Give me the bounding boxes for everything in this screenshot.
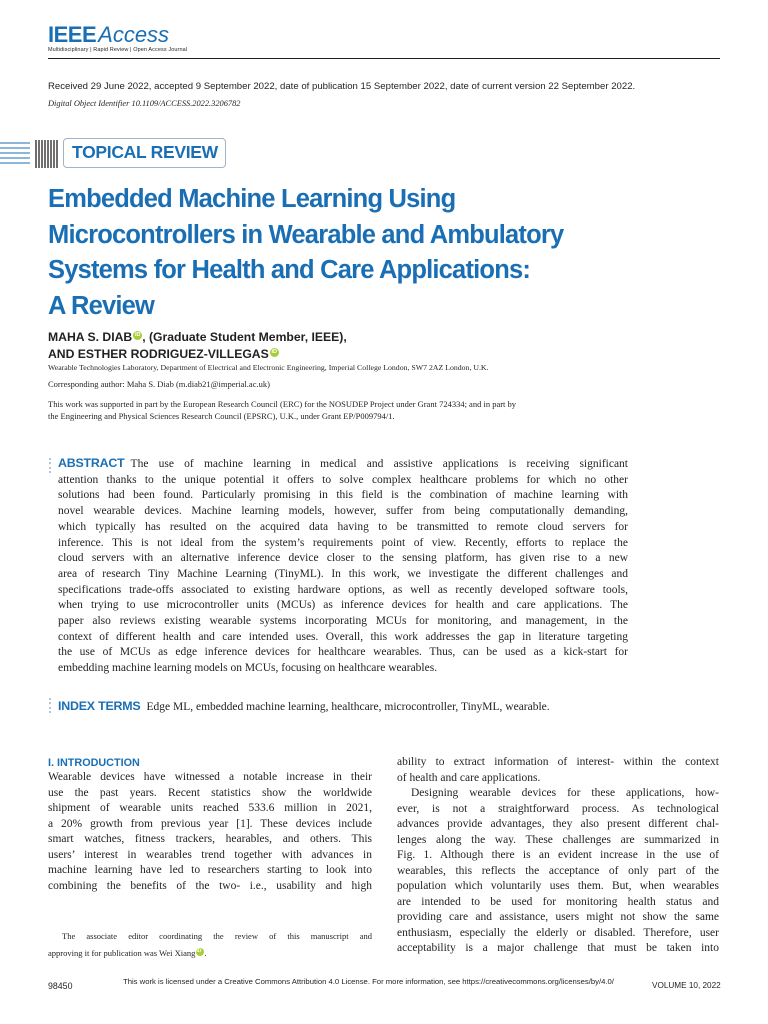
index-terms-text: Edge ML, embedded machine learning, healthcare, microcontroller, TinyML, wearable. xyxy=(146,701,550,713)
volume-label: VOLUME 10, 2022 xyxy=(652,981,721,990)
abstract-line: cloud servers with an alternative inference device closer to the sensing platform, has given rise to a new xyxy=(58,552,628,565)
index-terms-label: INDEX TERMS xyxy=(58,699,141,713)
body-line: ability to extract information of interest- within the context xyxy=(397,756,719,768)
body-line: Designing wearable devices for these applications, how- xyxy=(411,787,719,799)
abstract-line: specifications trade-offs associated to existing hardware options, as well as recently developed software tools, xyxy=(58,583,628,596)
title-line: Systems for Health and Care Applications: xyxy=(48,256,531,284)
abstract-line: embedding machine learning models on MCUs, focusing on healthcare wearables. xyxy=(58,662,438,675)
body-line: machine learning have led to researchers starting to look into xyxy=(48,864,372,876)
topical-review-label: TOPICAL REVIEW xyxy=(72,142,218,162)
body-line: are intended to be used for monitoring health status and xyxy=(397,895,719,908)
journal-logo-access: Access xyxy=(98,22,170,47)
body-line: Fig. 1. Although there is an evident increase in the use of xyxy=(397,849,719,861)
abstract-line: novel wearable devices. Machine learning models, however, suffer from being computationally demanding, xyxy=(58,505,628,518)
abstract-label: ABSTRACT xyxy=(58,456,125,470)
orcid-icon[interactable]: iD xyxy=(134,331,141,338)
author-membership: , (Graduate Student Member, IEEE), xyxy=(142,330,347,344)
abstract xyxy=(58,456,628,677)
abstract-line: paper also reviews existing wearable systems incorporating MCUs for monitoring, and management, in the xyxy=(58,615,628,628)
intro-left-column xyxy=(48,757,372,894)
abstract-line: which typically has resulted on the acquired data having to be transmitted to remote cloud servers for xyxy=(58,520,628,533)
corresponding-author: Corresponding author: Maha S. Diab (m.diab21@imperial.ac.uk) xyxy=(48,379,270,389)
paper-title xyxy=(48,182,688,324)
journal-tagline: Multidisciplinary | Rapid Review | Open Access Journal xyxy=(48,47,188,53)
body-line: Wearable devices have witnessed a notable increase in their xyxy=(48,771,372,783)
journal-logo-ieee: IEEE xyxy=(48,22,97,47)
body-line: of health and care applications. xyxy=(397,771,541,784)
license-link[interactable]: This work is licensed under a Creative Commons Attribution 4.0 License. For more information, see https://creativecommons.org/licenses/by/4.0/ xyxy=(123,977,614,986)
abstract-line: when trying to use microcontroller units (MCUs) as inference devices for health and care applications. The xyxy=(58,599,628,612)
abstract-line: attention thanks to the unique potential it offers to solve complex healthcare problems for which no other xyxy=(58,473,628,486)
body-line: advances provide advantages, they also present different chal- xyxy=(397,818,719,830)
received-dates: Received 29 June 2022, accepted 9 September 2022, date of publication 15 September 2022, date of current version 22 September 2022. xyxy=(48,81,636,92)
header-divider xyxy=(48,58,720,59)
body-line: smart watches, fitness trackers, hearables, and others. This xyxy=(48,833,372,845)
author-name: AND ESTHER RODRIGUEZ-VILLEGAS xyxy=(48,347,269,361)
index-terms-dots-icon xyxy=(48,698,54,716)
funding-line: This work was supported in part by the European Research Council (ERC) for the NOSUDEP Project under Grant 724334; and in part by xyxy=(48,399,517,409)
title-line: A Review xyxy=(48,291,155,320)
title-line: Microcontrollers in Wearable and Ambulatory xyxy=(48,220,564,249)
abstract-line: solutions had been found. Particularly promising in this field is the combination of machine learning with xyxy=(58,489,628,502)
banner-stripes-graphic xyxy=(0,139,62,169)
body-line: wearables, this reflects the acceptance of only part of the xyxy=(397,864,719,877)
body-line: users’ interest in wearables trend together with advances in xyxy=(48,848,372,861)
index-terms xyxy=(58,699,550,713)
intro-right-column xyxy=(397,755,719,957)
journal-logo xyxy=(48,22,188,53)
body-line: ever, is not a straightforward process. As technological xyxy=(397,802,719,815)
body-line: enthusiasm, especially the elderly or disabled. Therefore, user xyxy=(397,926,719,939)
body-line: providing care and assistance, users might not show the same xyxy=(397,911,719,923)
author-list xyxy=(48,329,347,363)
section-heading: I. INTRODUCTION xyxy=(48,757,140,769)
abstract-line: area of research Tiny Machine Learning (TinyML). In this work, we investigate the different challenges and xyxy=(58,567,628,580)
abstract-line: the use of MCUs as edge inference devices for healthcare wearables. Thus, can be used as a kick-start for xyxy=(58,646,628,659)
body-line: lenges along the way. These challenges are summarized in xyxy=(397,833,719,846)
abstract-dots-icon xyxy=(48,458,54,476)
abstract-line: ABSTRACT The use of machine learning in medical and assistive applications is receiving significant xyxy=(58,456,628,470)
title-line: Embedded Machine Learning Using xyxy=(48,185,456,213)
footnote-line: approving it for publication was Wei XiangiD . xyxy=(48,948,207,958)
funding-line: the Engineering and Physical Sciences Research Council (EPSRC), U.K., under Grant EP/P009794/1. xyxy=(48,411,395,421)
page-number: 98450 xyxy=(48,981,73,991)
editor-footnote xyxy=(48,928,372,962)
footnote-line: The associate editor coordinating the review of this manuscript and xyxy=(62,931,372,941)
author-line-1 xyxy=(48,329,347,346)
body-line: a 20% growth from previous year [1]. These devices include xyxy=(48,817,372,830)
body-line: use the past years. Recent statistics show the worldwide xyxy=(48,786,372,799)
body-line: combining the benefits of the two- i.e., usability and high xyxy=(48,879,372,892)
abstract-line: context of different health and care intended uses. Overall, this work addresses the gap in literature targeting xyxy=(58,630,628,643)
abstract-line: inference. This is not ideal from the system’s requirements point of view. Recently, efforts to replace the xyxy=(58,536,628,549)
affiliation: Wearable Technologies Laboratory, Department of Electrical and Electronic Engineering, Imperial College London, SW7 2AZ London, U.K. xyxy=(48,363,489,372)
author-name: MAHA S. DIAB xyxy=(48,330,133,344)
doi: Digital Object Identifier 10.1109/ACCESS.2022.3206782 xyxy=(48,99,241,108)
orcid-icon[interactable]: iD xyxy=(271,348,277,355)
body-line: acceptability is a major challenge that must be taken into xyxy=(397,942,719,954)
author-line-2 xyxy=(48,346,347,363)
body-line: population which voluntarily uses them. But, when wearables xyxy=(397,880,719,892)
orcid-icon[interactable]: iD xyxy=(196,948,204,956)
body-line: shipment of wearable units reached 533.6 million in 2021, xyxy=(48,802,372,814)
funding-statement xyxy=(48,398,648,422)
